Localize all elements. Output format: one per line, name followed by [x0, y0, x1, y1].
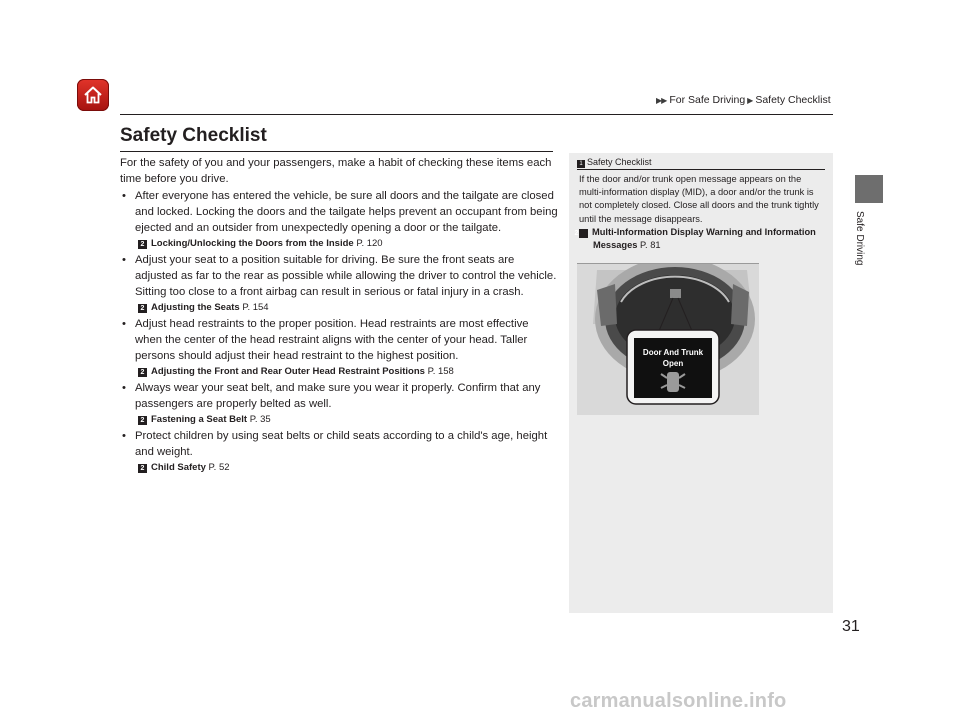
list-item-text: Adjust head restraints to the proper position. Head restraints are most effective when the center of the head restraint aligns with the center of your head. Taller persons should adjust their head restraint to the highest position.: [135, 318, 529, 362]
home-icon: [82, 84, 104, 106]
cross-reference-page: P. 120: [356, 238, 383, 249]
cross-reference-title: Locking/Unlocking the Doors from the Inside: [151, 238, 354, 249]
section-tab-marker: [855, 175, 883, 203]
cross-reference-page: P. 52: [208, 462, 230, 473]
sidebar-note: [569, 153, 833, 613]
list-item: [120, 316, 558, 379]
sidebar-body: [574, 173, 825, 252]
cross-reference-icon: 2: [138, 416, 147, 425]
cross-reference-icon: 2: [138, 304, 147, 313]
title-rule: [120, 151, 553, 152]
sidebar-cross-reference-title: Multi-Information Display Warning and Information Messages: [592, 226, 816, 251]
list-item-text: After everyone has entered the vehicle, be sure all doors and the tailgate are closed and locked. Locking the doors and the tailgate helps prevent an occupant from being ejected and an outsider from unexpectedly opening a door or the tailgate.: [135, 190, 558, 234]
list-item: [120, 252, 558, 315]
breadcrumb-item-safe-driving[interactable]: For Safe Driving: [669, 94, 746, 106]
display-message-line1: Door And Trunk: [642, 348, 704, 357]
instrument-panel-image: [577, 263, 759, 415]
page-number: 31: [842, 618, 860, 635]
sidebar-heading: [577, 157, 652, 168]
cross-reference-page: P. 158: [427, 366, 454, 377]
cross-reference-icon: 2: [579, 229, 588, 238]
cross-reference-link[interactable]: [138, 236, 558, 251]
cross-reference-title: Adjusting the Front and Rear Outer Head Restraint Positions: [151, 366, 425, 377]
list-item-text: Protect children by using seat belts or child seats according to a child's age, height and weight.: [135, 430, 548, 458]
list-item: [120, 428, 558, 475]
list-item-text: Always wear your seat belt, and make sure you wear it properly. Confirm that any passengers are properly belted as well.: [135, 382, 541, 410]
cross-reference-link[interactable]: [138, 300, 558, 315]
cross-reference-link[interactable]: [138, 460, 558, 475]
watermark: carmanualsonline.info: [570, 690, 787, 712]
cross-reference-title: Fastening a Seat Belt: [151, 414, 248, 425]
section-tab-label: Safe Driving: [854, 211, 865, 266]
list-item-text: Adjust your seat to a position suitable for driving. Be sure the front seats are adjusted as far to the rear as possible while allowing the driver to control the vehicle. Sitting too close to a front airbag can result in serious or fatal injury in a crash.: [135, 254, 557, 298]
cross-reference-title: Adjusting the Seats: [151, 302, 240, 313]
cross-reference-icon: 2: [138, 464, 147, 473]
breadcrumb-item-safety-checklist[interactable]: Safety Checklist: [755, 94, 831, 106]
page-title: Safety Checklist: [120, 125, 267, 146]
home-button[interactable]: [77, 79, 109, 111]
sidebar-cross-reference-page: P. 81: [640, 240, 661, 251]
cross-reference-page: P. 154: [242, 302, 269, 313]
sidebar-rule: [577, 169, 825, 170]
intro-text: For the safety of you and your passengers, make a habit of checking these items each time before you drive.: [120, 157, 552, 185]
cross-reference-icon: 2: [138, 240, 147, 249]
cross-reference-title: Child Safety: [151, 462, 206, 473]
triangle-right-icon: ▶: [747, 96, 754, 105]
cross-reference-icon: 2: [138, 368, 147, 377]
main-content: [120, 155, 558, 476]
cross-reference-page: P. 35: [249, 414, 271, 425]
checklist: [120, 188, 558, 475]
sidebar-cross-reference-link[interactable]: [574, 226, 825, 252]
cross-reference-link[interactable]: [138, 364, 558, 379]
triangle-right-icon: ▶▶: [656, 96, 667, 105]
list-item: [120, 380, 558, 427]
breadcrumb: [656, 94, 831, 106]
section-tab[interactable]: [853, 211, 867, 271]
sidebar-heading-text: Safety Checklist: [587, 157, 652, 167]
display-message-line2: Open: [662, 359, 684, 368]
header-rule: [120, 114, 833, 115]
note-icon: 1: [577, 160, 585, 168]
sidebar-text: If the door and/or trunk open message appears on the multi-information display (MID), a door and/or the trunk is not completely closed. Close all doors and the trunk tightly until the message disappears.: [579, 174, 819, 224]
list-item: [120, 188, 558, 251]
cross-reference-link[interactable]: [138, 412, 558, 427]
